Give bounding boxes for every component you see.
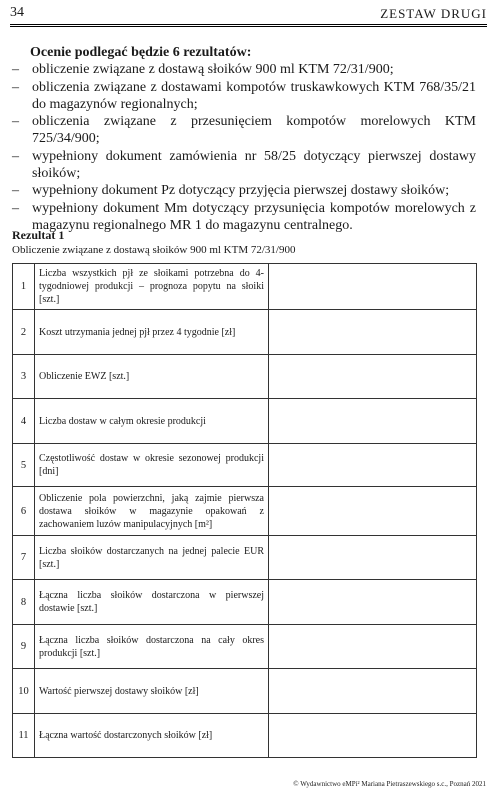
table-row: [13, 714, 477, 758]
dash-bullet: –: [12, 183, 19, 199]
answer-cell[interactable]: [269, 264, 477, 310]
list-item-text: wypełniony dokument Mm dotyczący przysunięcia kompotów morelowych z magazynu regionalnego MR 1 do magazynu centralnego.: [32, 200, 476, 233]
answer-cell[interactable]: [269, 355, 477, 399]
dash-bullet: –: [12, 148, 19, 164]
row-label: Łączna wartość dostarczonych słoików [zł]: [35, 714, 269, 758]
list-item-text: wypełniony dokument zamówienia nr 58/25 dotyczący pierwszej dostawy słoików;: [32, 148, 476, 182]
table-row: [13, 444, 477, 487]
row-number: 4: [13, 399, 35, 444]
row-label: Obliczenie pola powierzchni, jaką zajmie pierwsza dostawa słoików w magazynie opakowań z zachowaniem luzów manipulacyjnych [m²]: [35, 487, 269, 536]
row-number: 6: [13, 487, 35, 536]
row-label: Liczba dostaw w całym okresie produkcji: [35, 399, 269, 444]
table-row: [13, 487, 477, 536]
answer-cell[interactable]: [269, 714, 477, 758]
row-label: Koszt utrzymania jednej pjł przez 4 tygodnie [zł]: [35, 310, 269, 355]
row-label: Łączna liczba słoików dostarczona na cały okres produkcji [szt.]: [35, 625, 269, 669]
result-heading: [12, 228, 477, 256]
answer-cell[interactable]: [269, 399, 477, 444]
table-row: [13, 264, 477, 310]
list-item: [12, 113, 476, 148]
row-label: Łączna liczba słoików dostarczona w pierwszej dostawie [szt.]: [35, 580, 269, 625]
table-row: [13, 310, 477, 355]
table-row: [13, 669, 477, 714]
intro-block: [12, 44, 476, 234]
row-number: 3: [13, 355, 35, 399]
row-number: 2: [13, 310, 35, 355]
dash-bullet: –: [12, 79, 19, 95]
table-row: [13, 399, 477, 444]
intro-title: Ocenie podlegać będzie 6 rezultatów:: [30, 45, 252, 60]
row-label: Obliczenie EWZ [szt.]: [35, 355, 269, 399]
answer-cell[interactable]: [269, 444, 477, 487]
list-item-text: obliczenie związane z dostawą słoików 900 ml KTM 72/31/900;: [32, 62, 394, 78]
copyright-footer: © Wydawnictwo eMPi² Mariana Pietraszewskiego s.c., Poznań 2021: [293, 780, 486, 788]
row-label: Wartość pierwszej dostawy słoików [zł]: [35, 669, 269, 714]
answer-cell[interactable]: [269, 310, 477, 355]
answer-cell[interactable]: [269, 580, 477, 625]
table-row: [13, 355, 477, 399]
row-label: Liczba wszystkich pjł ze słoikami potrzebna do 4-tygodniowej produkcji – prognoza popytu na słoiki [szt.]: [35, 264, 269, 310]
answer-cell[interactable]: [269, 487, 477, 536]
row-number: 11: [13, 714, 35, 758]
dash-bullet: –: [12, 114, 19, 130]
table-row: [13, 536, 477, 580]
result-subtitle: Obliczenie związane z dostawą słoików 900 ml KTM 72/31/900: [12, 244, 296, 256]
row-number: 10: [13, 669, 35, 714]
list-item-text: wypełniony dokument Pz dotyczący przyjęcia pierwszej dostawy słoików;: [32, 183, 450, 199]
page-number: 34: [10, 5, 24, 20]
page-header: [10, 3, 487, 25]
list-item: [12, 79, 476, 114]
list-item: [12, 148, 476, 183]
list-item-text: obliczenia związane z przesunięciem kompotów morelowych KTM 725/34/900;: [32, 114, 476, 147]
list-item: [12, 61, 476, 78]
answer-cell[interactable]: [269, 669, 477, 714]
row-label: Liczba słoików dostarczanych na jednej palecie EUR [szt.]: [35, 536, 269, 580]
dash-bullet: –: [12, 200, 19, 216]
dash-bullet: –: [12, 62, 19, 78]
row-number: 9: [13, 625, 35, 669]
list-item: [12, 182, 476, 199]
row-label: Częstotliwość dostaw w okresie sezonowej produkcji [dni]: [35, 444, 269, 487]
row-number: 5: [13, 444, 35, 487]
row-number: 8: [13, 580, 35, 625]
result-title: Rezultat 1: [12, 228, 65, 242]
row-number: 7: [13, 536, 35, 580]
table-row: [13, 580, 477, 625]
answer-cell[interactable]: [269, 625, 477, 669]
row-number: 1: [13, 264, 35, 310]
list-item-text: obliczenia związane z dostawami kompotów truskawkowych KTM 768/35/21 do magazynów regionalnych;: [32, 79, 476, 112]
section-title: ZESTAW DRUGI: [380, 6, 487, 21]
result-table: [12, 263, 477, 758]
intro-list: [12, 61, 476, 234]
answer-cell[interactable]: [269, 536, 477, 580]
table-row: [13, 625, 477, 669]
header-rule: [10, 24, 487, 27]
